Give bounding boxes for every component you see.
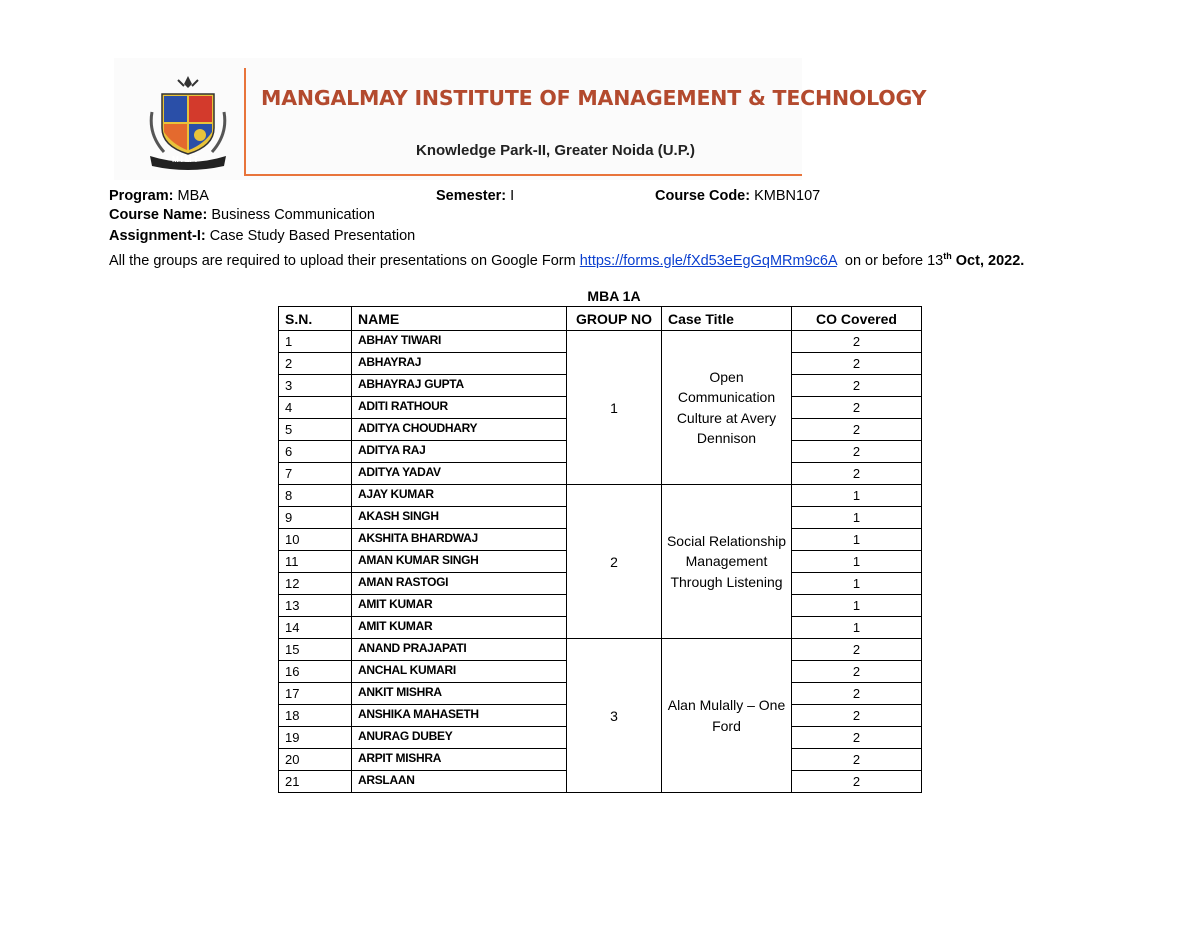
cell-sn: 5 bbox=[279, 419, 352, 441]
program-line bbox=[109, 187, 209, 205]
cell-sn: 17 bbox=[279, 683, 352, 705]
cell-name: ANKIT MISHRA bbox=[352, 683, 567, 705]
course-name-line bbox=[109, 206, 375, 224]
assignment-label: Assignment-I: bbox=[109, 228, 206, 244]
cell-name: ADITYA CHOUDHARY bbox=[352, 419, 567, 441]
cell-sn: 18 bbox=[279, 705, 352, 727]
institute-banner bbox=[114, 58, 927, 180]
cell-name: AJAY KUMAR bbox=[352, 485, 567, 507]
cell-sn: 16 bbox=[279, 661, 352, 683]
cell-name: AMIT KUMAR bbox=[352, 595, 567, 617]
cell-sn: 3 bbox=[279, 375, 352, 397]
cell-co: 2 bbox=[792, 705, 922, 727]
cell-sn: 11 bbox=[279, 551, 352, 573]
cell-co: 2 bbox=[792, 661, 922, 683]
cell-sn: 12 bbox=[279, 573, 352, 595]
cell-co: 1 bbox=[792, 507, 922, 529]
header-case: Case Title bbox=[662, 307, 792, 331]
cell-co: 2 bbox=[792, 683, 922, 705]
upload-text: All the groups are required to upload their presentations on Google Form bbox=[109, 252, 576, 269]
cell-name: ADITYA RAJ bbox=[352, 441, 567, 463]
cell-co: 1 bbox=[792, 485, 922, 507]
cell-co: 2 bbox=[792, 353, 922, 375]
cell-co: 1 bbox=[792, 617, 922, 639]
cell-co: 2 bbox=[792, 331, 922, 353]
cell-co: 1 bbox=[792, 529, 922, 551]
cell-group-no: 1 bbox=[567, 331, 662, 485]
cell-name: ABHAYRAJ GUPTA bbox=[352, 375, 567, 397]
program-value: MBA bbox=[177, 188, 209, 204]
deadline-date: Oct, 2022. bbox=[955, 252, 1025, 269]
table-body bbox=[279, 331, 922, 793]
cell-name: ANSHIKA MAHASETH bbox=[352, 705, 567, 727]
cell-co: 1 bbox=[792, 573, 922, 595]
cell-name: ARSLAAN bbox=[352, 771, 567, 793]
group-table bbox=[278, 306, 922, 793]
cell-co: 2 bbox=[792, 727, 922, 749]
cell-co: 2 bbox=[792, 771, 922, 793]
cell-sn: 6 bbox=[279, 441, 352, 463]
table-row bbox=[279, 331, 922, 353]
cell-co: 1 bbox=[792, 551, 922, 573]
cell-sn: 2 bbox=[279, 353, 352, 375]
cell-co: 2 bbox=[792, 419, 922, 441]
cell-name: ARPIT MISHRA bbox=[352, 749, 567, 771]
cell-name: AKASH SINGH bbox=[352, 507, 567, 529]
google-form-link[interactable]: https://forms.gle/fXd53eEgGqMRm9c6A bbox=[579, 252, 837, 269]
banner-divider-vertical bbox=[244, 68, 246, 176]
cell-case-title: Open Communication Culture at Avery Dennison bbox=[662, 331, 792, 485]
cell-case-title: Alan Mulally – One Ford bbox=[662, 639, 792, 793]
cell-sn: 1 bbox=[279, 331, 352, 353]
assignment-line bbox=[109, 227, 415, 245]
cell-sn: 7 bbox=[279, 463, 352, 485]
header-sn: S.N. bbox=[279, 307, 352, 331]
assignment-value: Case Study Based Presentation bbox=[209, 228, 416, 244]
course-code-label: Course Code: bbox=[655, 188, 751, 204]
cell-co: 2 bbox=[792, 639, 922, 661]
cell-co: 2 bbox=[792, 441, 922, 463]
table-row bbox=[279, 639, 922, 661]
cell-name: AMAN KUMAR SINGH bbox=[352, 551, 567, 573]
deadline-superscript: th bbox=[943, 251, 952, 261]
cell-sn: 21 bbox=[279, 771, 352, 793]
course-name-value: Business Communication bbox=[211, 207, 375, 223]
cell-name: ANURAG DUBEY bbox=[352, 727, 567, 749]
semester-line bbox=[436, 187, 514, 205]
table-row bbox=[279, 485, 922, 507]
cell-group-no: 2 bbox=[567, 485, 662, 639]
course-code-value: KMBN107 bbox=[754, 188, 821, 204]
banner-divider-horizontal bbox=[246, 174, 802, 176]
cell-sn: 4 bbox=[279, 397, 352, 419]
cell-sn: 15 bbox=[279, 639, 352, 661]
cell-name: ABHAYRAJ bbox=[352, 353, 567, 375]
cell-group-no: 3 bbox=[567, 639, 662, 793]
cell-name: AKSHITA BHARDWAJ bbox=[352, 529, 567, 551]
cell-name: AMAN RASTOGI bbox=[352, 573, 567, 595]
header-group: GROUP NO bbox=[567, 307, 662, 331]
cell-co: 2 bbox=[792, 397, 922, 419]
cell-sn: 14 bbox=[279, 617, 352, 639]
cell-sn: 20 bbox=[279, 749, 352, 771]
cell-sn: 13 bbox=[279, 595, 352, 617]
cell-name: ANAND PRAJAPATI bbox=[352, 639, 567, 661]
cell-name: ADITI RATHOUR bbox=[352, 397, 567, 419]
cell-co: 2 bbox=[792, 749, 922, 771]
semester-label: Semester: bbox=[436, 188, 507, 204]
cell-sn: 8 bbox=[279, 485, 352, 507]
cell-name: AMIT KUMAR bbox=[352, 617, 567, 639]
table-header-row bbox=[279, 307, 922, 331]
deadline-text: on or before 13 bbox=[844, 252, 944, 269]
upload-instruction bbox=[109, 247, 1024, 270]
course-name-label: Course Name: bbox=[109, 207, 208, 223]
institute-name: MANGALMAY INSTITUTE OF MANAGEMENT & TECHNOLOGY bbox=[261, 86, 927, 110]
cell-name: ABHAY TIWARI bbox=[352, 331, 567, 353]
cell-sn: 19 bbox=[279, 727, 352, 749]
cell-co: 2 bbox=[792, 463, 922, 485]
institute-address: Knowledge Park-II, Greater Noida (U.P.) bbox=[416, 142, 695, 159]
logo-ribbon-text: MIMT bbox=[172, 155, 201, 164]
cell-co: 1 bbox=[792, 595, 922, 617]
program-label: Program: bbox=[109, 188, 174, 204]
cell-sn: 9 bbox=[279, 507, 352, 529]
cell-name: ANCHAL KUMARI bbox=[352, 661, 567, 683]
course-code-line bbox=[655, 187, 820, 205]
semester-value: I bbox=[510, 188, 515, 204]
cell-case-title: Social Relationship Management Through Listening bbox=[662, 485, 792, 639]
cell-co: 2 bbox=[792, 375, 922, 397]
cell-name: ADITYA YADAV bbox=[352, 463, 567, 485]
table-title: MBA 1A bbox=[587, 288, 641, 304]
cell-sn: 10 bbox=[279, 529, 352, 551]
header-co: CO Covered bbox=[792, 307, 922, 331]
header-name: NAME bbox=[352, 307, 567, 331]
